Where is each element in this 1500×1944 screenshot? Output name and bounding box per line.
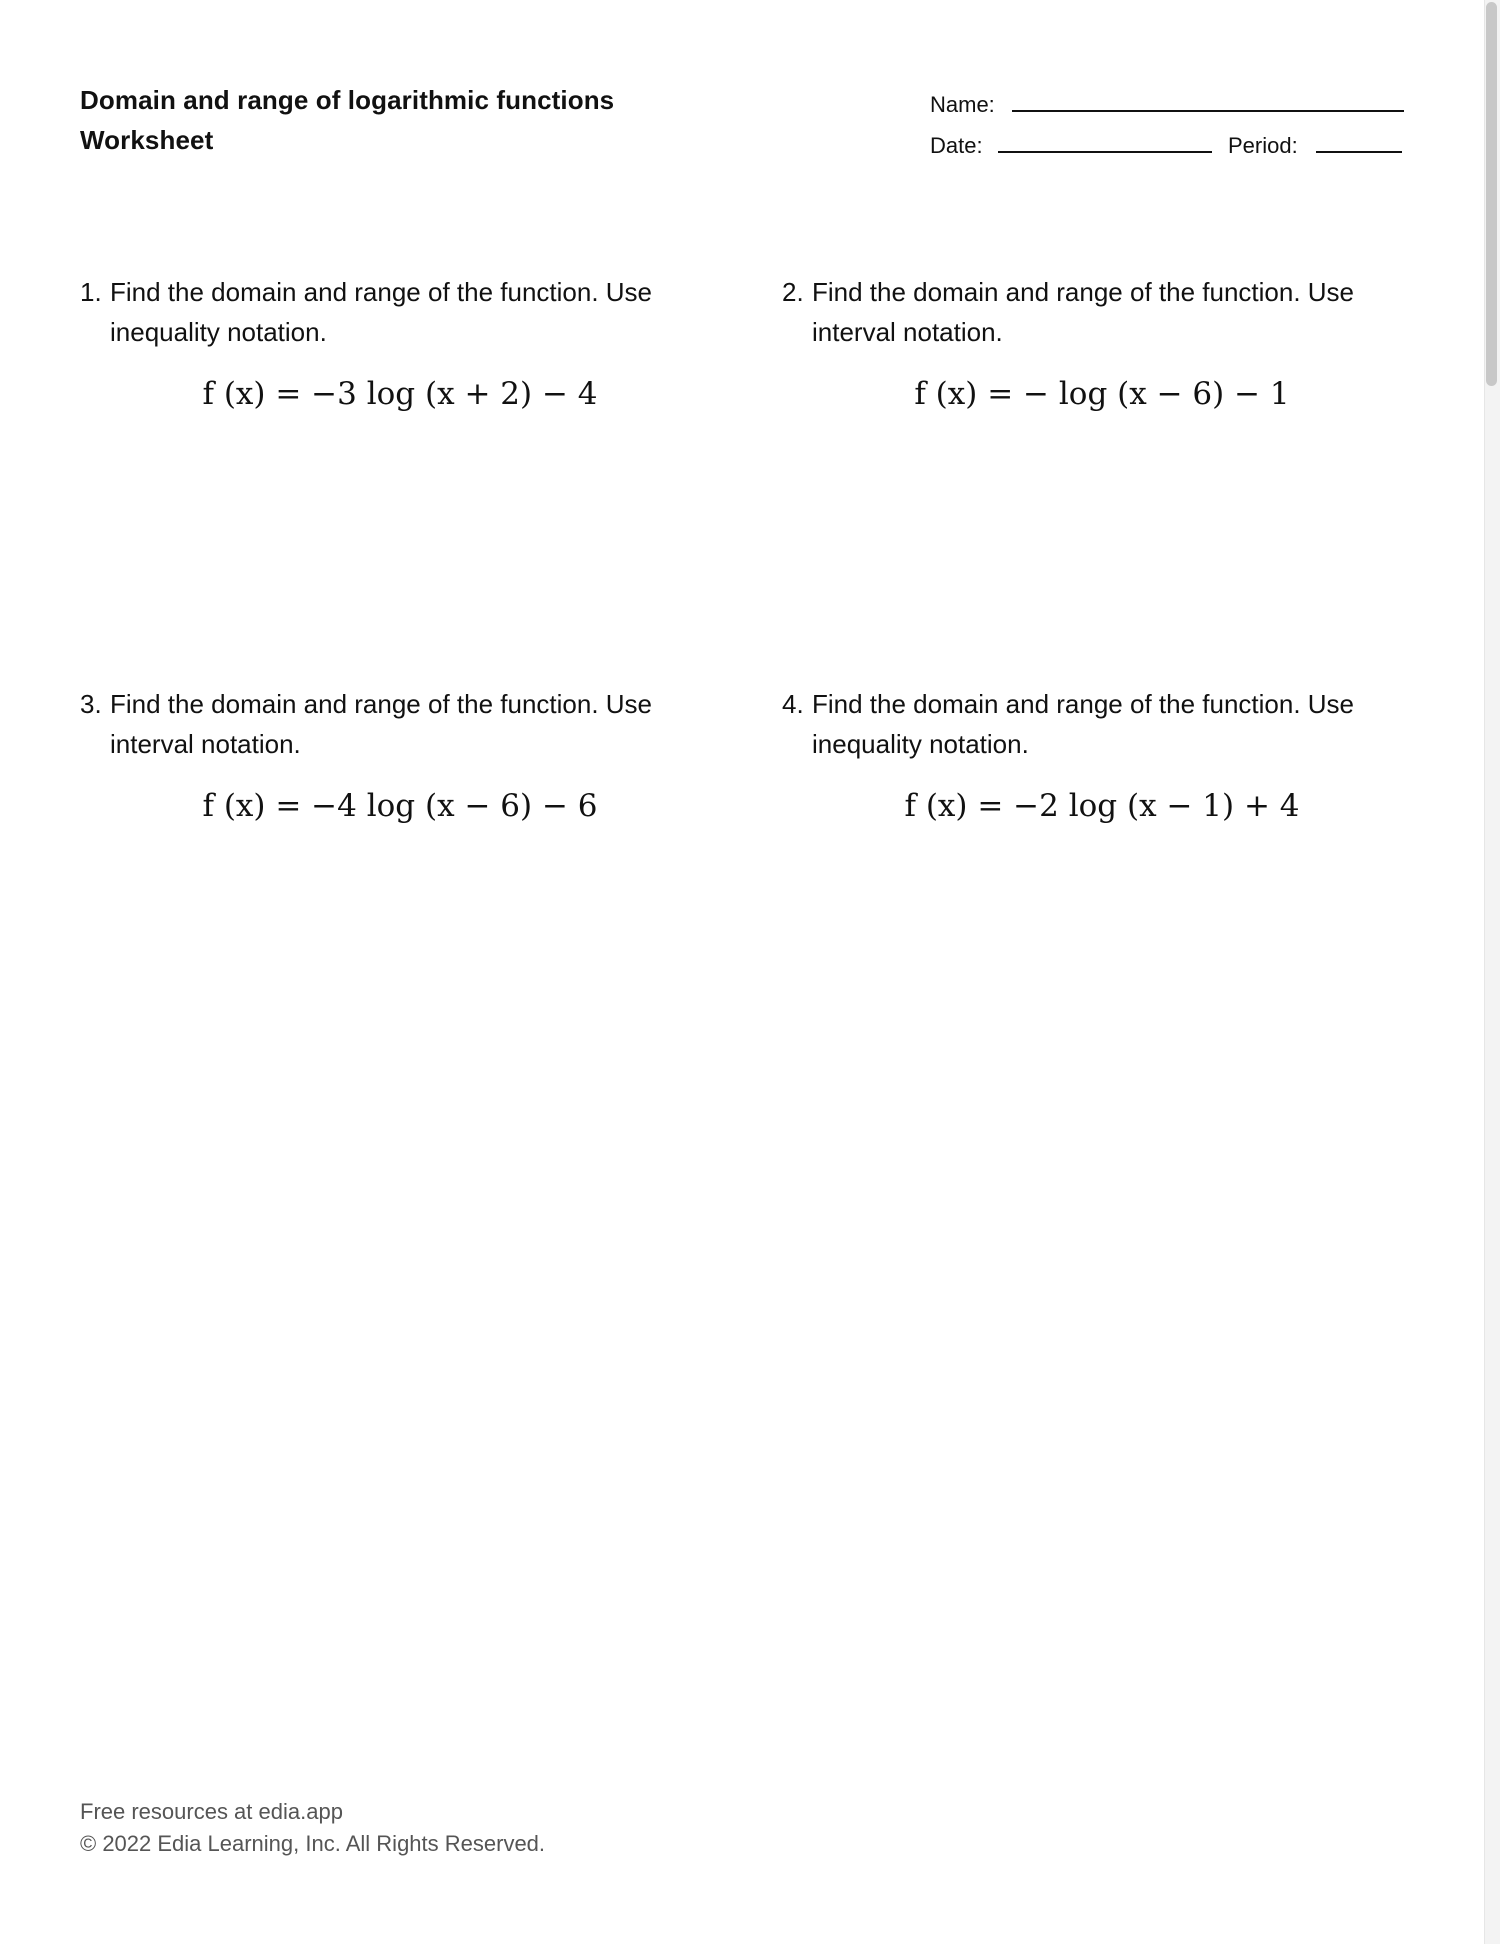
problem-1-equation: f (x) = −3 log (x + 2) − 4	[202, 376, 598, 412]
problem-2-line-2: interval notation.	[812, 317, 1003, 347]
problem-3-line-2: interval notation.	[110, 729, 301, 759]
problem-3-prompt	[80, 684, 700, 764]
name-blank-line	[1012, 110, 1404, 112]
problem-2-number: 2.	[782, 277, 804, 307]
problem-1-line-1: Find the domain and range of the function. Use	[110, 277, 653, 307]
date-label: Date:	[930, 133, 983, 158]
problem-4-line-2: inequality notation.	[812, 729, 1029, 759]
problem-4	[782, 684, 1402, 826]
problem-1-line-2: inequality notation.	[110, 317, 327, 347]
page-footer	[80, 1796, 545, 1860]
problem-4-line-1: Find the domain and range of the function. Use	[812, 689, 1355, 719]
problem-2-equation: f (x) = − log (x − 6) − 1	[914, 376, 1290, 412]
title-line-1: Domain and range of logarithmic functions	[80, 85, 615, 115]
problem-2-prompt	[782, 272, 1402, 352]
footer-resources-text: Free resources at edia.app	[80, 1799, 343, 1824]
problem-3-number: 3.	[80, 689, 102, 719]
title-line-2: Worksheet	[80, 125, 214, 155]
name-label: Name:	[930, 92, 995, 117]
problem-2-line-1: Find the domain and range of the function. Use	[812, 277, 1355, 307]
problem-1-number: 1.	[80, 277, 102, 307]
problem-3-equation: f (x) = −4 log (x − 6) − 6	[202, 788, 598, 824]
problem-2	[782, 272, 1402, 414]
scrollbar-thumb[interactable]	[1486, 2, 1497, 386]
period-blank-line	[1316, 151, 1402, 153]
problem-3	[80, 684, 700, 826]
problem-4-equation: f (x) = −2 log (x − 1) + 4	[904, 788, 1300, 824]
problem-4-prompt	[782, 684, 1402, 764]
problem-1-prompt	[80, 272, 700, 352]
problem-1	[80, 272, 700, 414]
date-blank-line	[998, 151, 1212, 153]
footer-copyright-text: © 2022 Edia Learning, Inc. All Rights Reserved.	[80, 1831, 546, 1856]
problem-3-line-1: Find the domain and range of the function. Use	[110, 689, 653, 719]
problem-4-number: 4.	[782, 689, 804, 719]
period-label: Period:	[1228, 133, 1298, 158]
worksheet-title	[80, 80, 614, 160]
